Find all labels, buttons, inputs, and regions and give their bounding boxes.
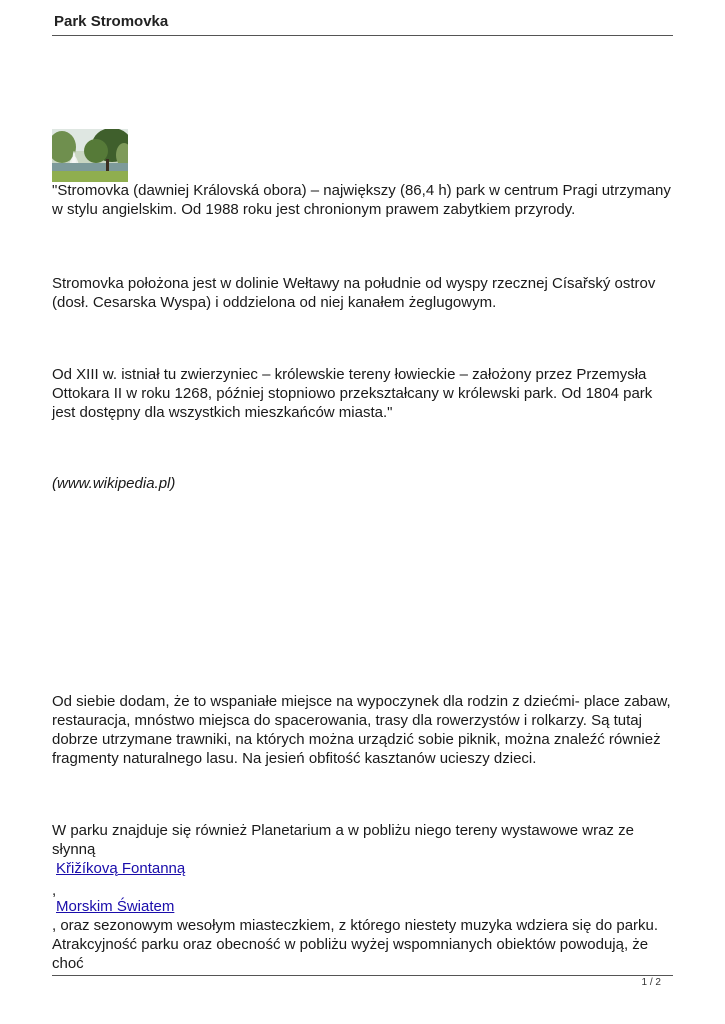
attractions-text-start: W parku znajduje się również Planetarium a w pobliżu niego tereny wystawowe wraz ze słynną <box>52 822 634 858</box>
paragraph-attractions <box>52 821 677 973</box>
header-divider <box>52 35 673 36</box>
page-number: 1 / 2 <box>641 977 661 988</box>
paragraph-history: Od XIII w. istniał tu zwierzyniec – królewskie tereny łowieckie – założony przez Przemysła Ottokara II w roku 1268, później stopniowo przekształcany w królewski park. Od 1804 park jest dostępny dla wszystkich mieszkańców miasta." <box>52 366 653 421</box>
paragraph-opinion: Od siebie dodam, że to wspaniałe miejsce na wypoczynek dla rodzin z dziećmi- place zabaw, restauracja, mnóstwo miejsca do spacerowania, trasy dla rowerzystów i rolkarzy. Są tutaj dobrze utrzymane trawniki, na których można urządzić sobie piknik, można znaleźć również fragmenty naturalnego lasu. Na jesień obfitość kasztanów ucieszy dzieci. <box>52 693 671 767</box>
sea-world-link[interactable]: Morskim Światem <box>56 898 175 915</box>
park-fountain-photo <box>52 129 128 182</box>
fountain-link[interactable]: Křižíkovą Fontanną <box>56 860 186 877</box>
source-note: (www.wikipedia.pl) <box>52 475 176 492</box>
paragraph-location: Stromovka położona jest w dolinie Wełtawy na południe od wyspy rzecznej Císařský ostrov (dosł. Cesarska Wyspa) i oddzielona od niej kanałem żeglugowym. <box>52 275 656 311</box>
paragraph-intro: "Stromovka (dawniej Královská obora) – największy (86,4 h) park w centrum Pragi utrzymany w stylu angielskim. Od 1988 roku jest chronionym prawem zabytkiem przyrody. <box>52 182 671 218</box>
page-header-title: Park Stromovka <box>54 13 169 30</box>
comma-separator: , <box>52 882 57 899</box>
attractions-text-end: , oraz sezonowym wesołym miasteczkiem, z którego niestety muzyka wdziera się do parku. Atrakcyjność parku oraz obecność w pobliżu wyżej wspomnianych obiektów powodują, że choć <box>52 917 659 972</box>
footer-divider <box>52 975 673 976</box>
